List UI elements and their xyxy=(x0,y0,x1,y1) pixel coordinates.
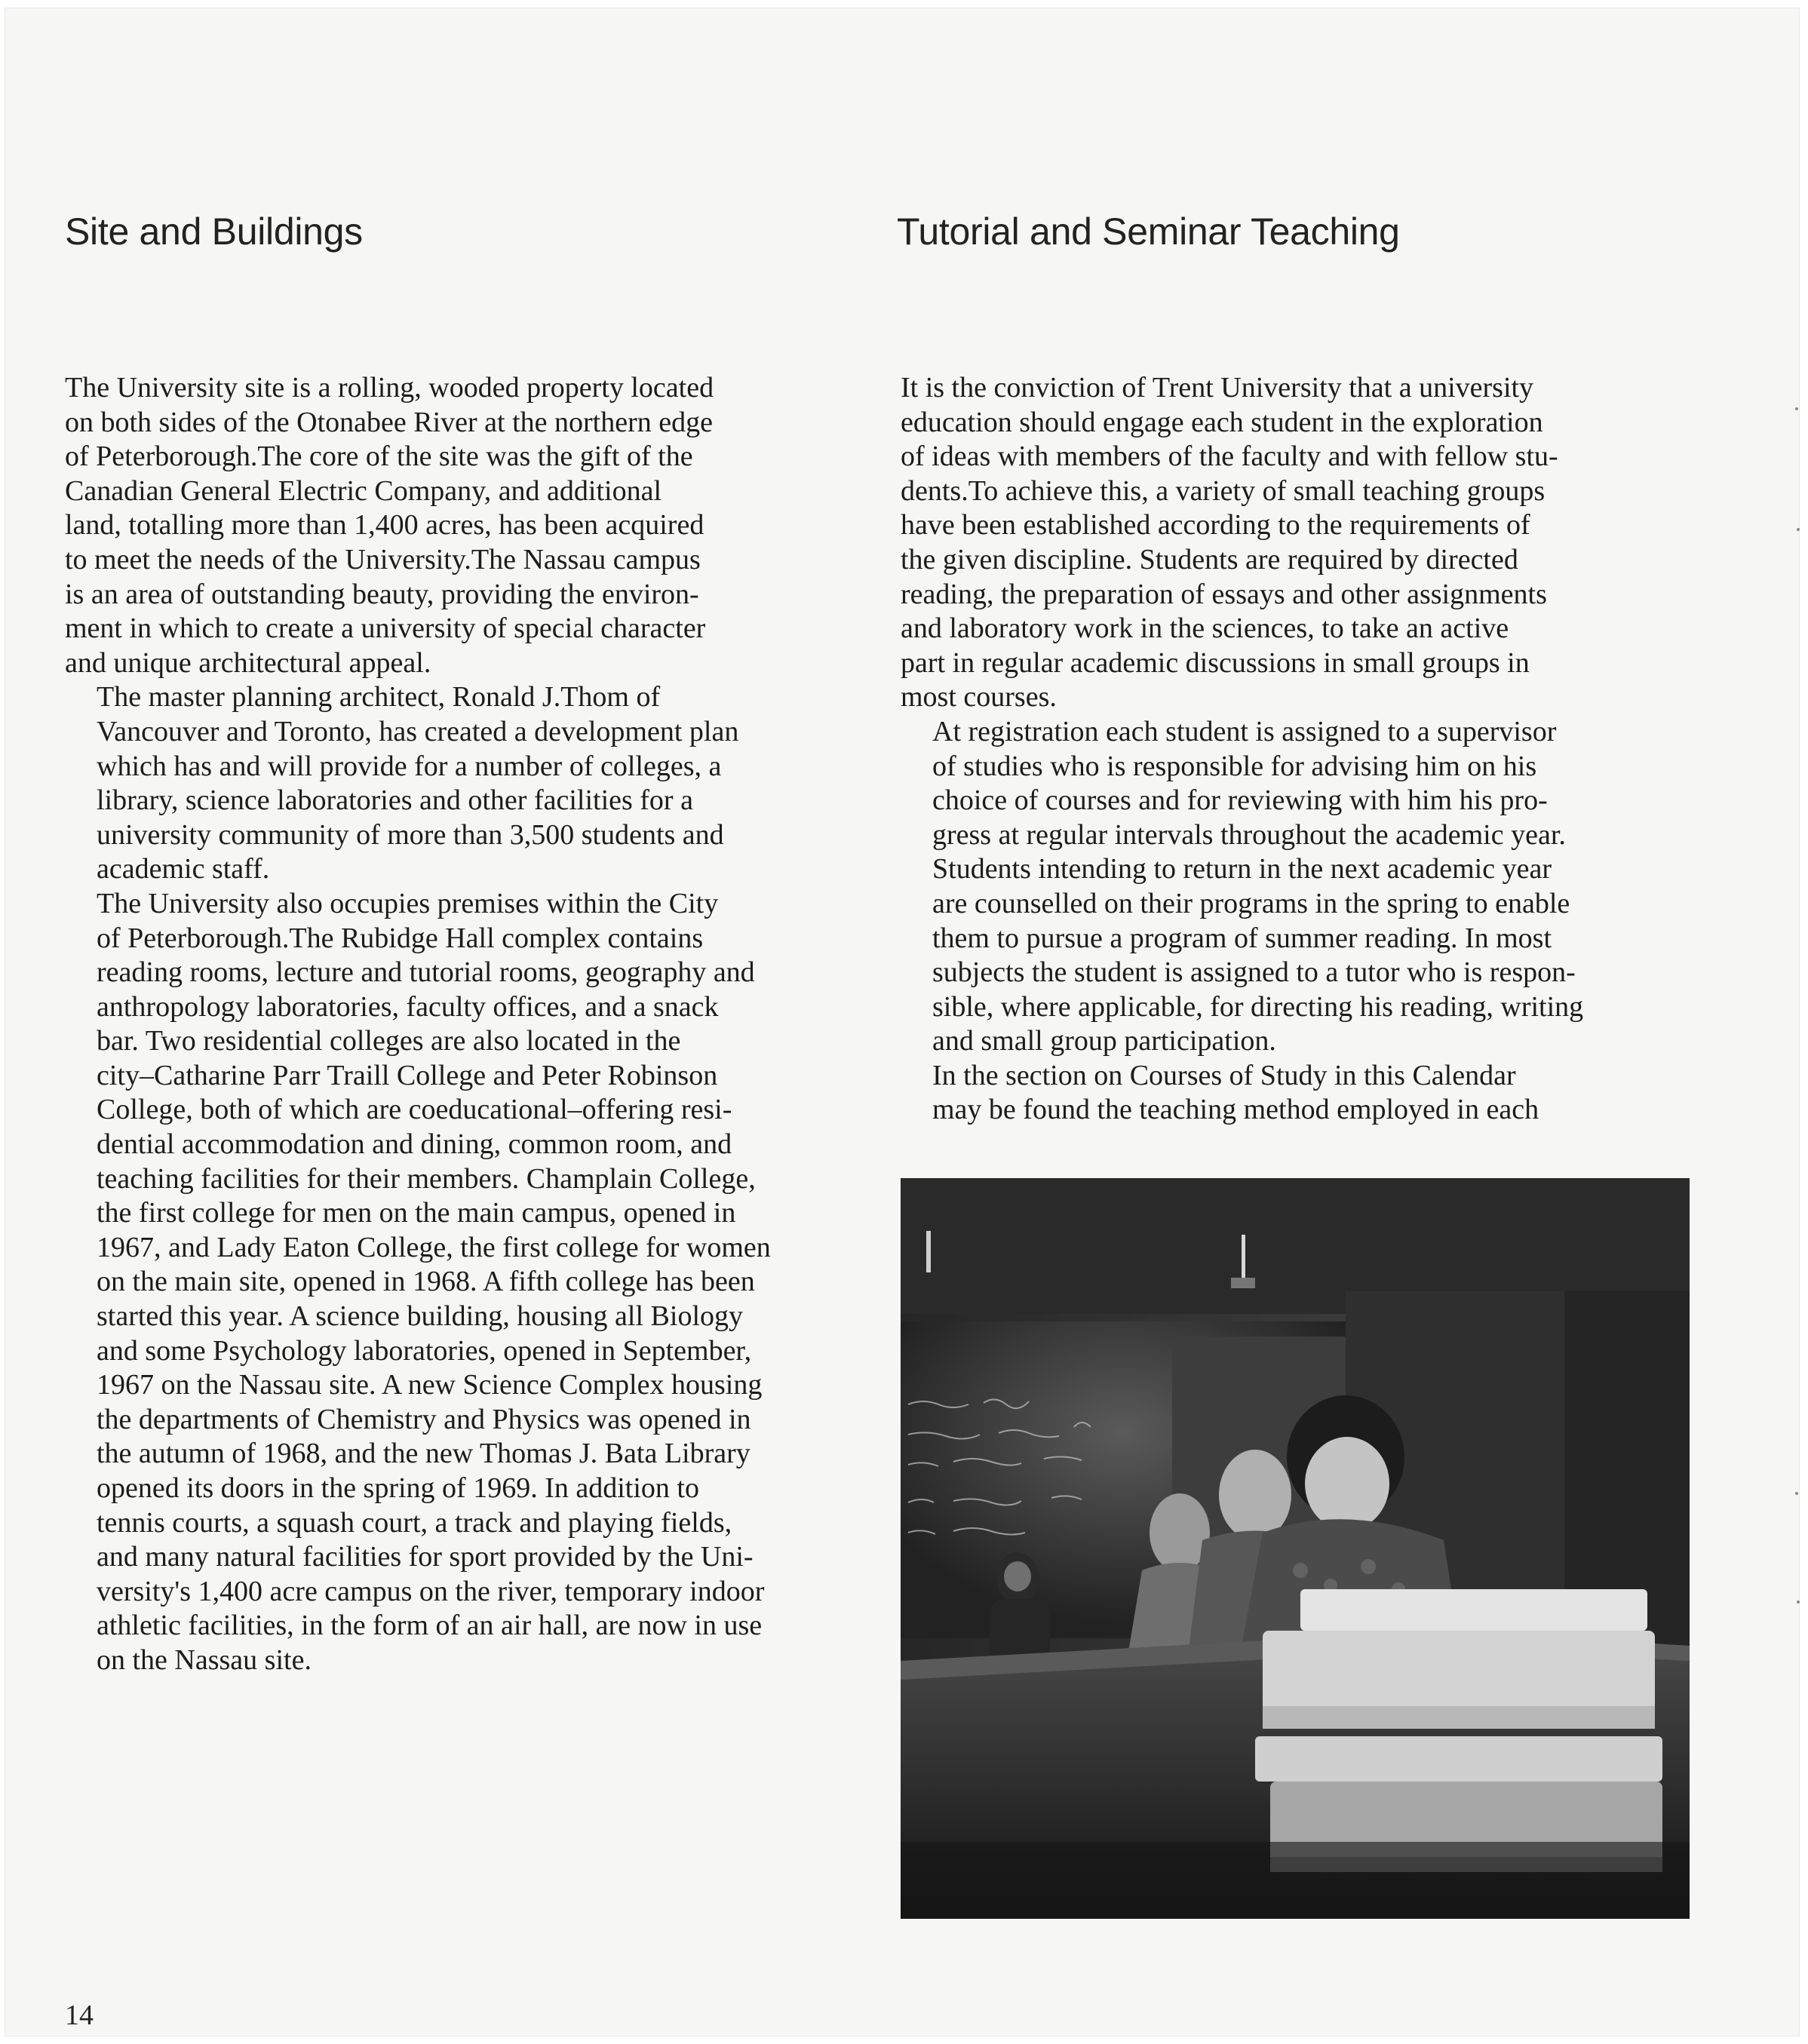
text-line: started this year. A science building, housing all Biology xyxy=(97,1300,744,1333)
text-line: reading, the preparation of essays and other assignments xyxy=(901,578,1547,610)
scan-speck xyxy=(1797,528,1800,531)
scan-speck xyxy=(1795,1492,1798,1495)
text-line: the first college for men on the main campus, opened in xyxy=(97,1197,736,1229)
text-line: of Peterborough.The core of the site was the gift of the xyxy=(65,440,693,473)
text-line: and some Psychology laboratories, opened in September, xyxy=(97,1334,752,1367)
classroom-seminar-photo xyxy=(901,1178,1690,1919)
text-line: of Peterborough.The Rubidge Hall complex contains xyxy=(97,922,704,954)
text-line: may be found the teaching method employed in each xyxy=(932,1094,1539,1126)
text-line: is an area of outstanding beauty, providing the environ- xyxy=(65,578,699,610)
text-line: the departments of Chemistry and Physics was opened in xyxy=(97,1403,751,1435)
text-line: Students intending to return in the next academic year xyxy=(932,853,1552,885)
text-line: of studies who is responsible for advising him on his xyxy=(932,750,1537,782)
text-line: gress at regular intervals throughout the academic year. xyxy=(932,818,1566,851)
page xyxy=(5,8,1800,2036)
text-line: library, science laboratories and other facilities for a xyxy=(97,784,693,817)
text-line: At registration each student is assigned to a supervisor xyxy=(932,715,1557,747)
text-line: have been established according to the requirements of xyxy=(901,509,1530,542)
text-line: them to pursue a program of summer reading. In most xyxy=(932,922,1552,954)
text-line: dential accommodation and dining, common room, and xyxy=(97,1128,732,1161)
text-line: 1967, and Lady Eaton College, the first college for women xyxy=(97,1231,771,1263)
paragraph xyxy=(65,680,857,887)
text-line: and unique architectural appeal. xyxy=(65,646,431,679)
text-line: the autumn of 1968, and the new Thomas J. Bata Library xyxy=(97,1438,751,1470)
text-line: It is the conviction of Trent University that a university xyxy=(901,372,1534,404)
text-line: The University site is a rolling, wooded property located xyxy=(65,372,714,404)
text-line: which has and will provide for a number of colleges, a xyxy=(97,750,722,782)
text-line: Vancouver and Toronto, has created a development plan xyxy=(97,715,739,747)
text-line: In the section on Courses of Study in this Calendar xyxy=(932,1059,1516,1091)
text-line: Canadian General Electric Company, and additional xyxy=(65,474,662,507)
text-line: on the main site, opened in 1968. A fifth college has been xyxy=(97,1266,755,1298)
text-line: teaching facilities for their members. Champlain College, xyxy=(97,1162,756,1195)
text-line: The master planning architect, Ronald J.Thom of xyxy=(97,681,661,714)
text-line: anthropology laboratories, faculty offices, and a snack xyxy=(97,990,719,1023)
text-line: versity's 1,400 acre campus on the river, temporary indoor xyxy=(97,1575,765,1607)
text-line: dents.To achieve this, a variety of small teaching groups xyxy=(901,474,1546,507)
scan-speck xyxy=(1797,1601,1800,1604)
text-line: on both sides of the Otonabee River at the northern edge xyxy=(65,406,713,438)
text-line: the given discipline. Students are required by directed xyxy=(901,543,1518,575)
text-line: land, totalling more than 1,400 acres, has been acquired xyxy=(65,509,704,542)
text-line: 1967 on the Nassau site. A new Science Complex housing xyxy=(97,1369,763,1401)
left-column-text xyxy=(65,371,857,1678)
text-line: athletic facilities, in the form of an air hall, are now in use xyxy=(97,1610,763,1642)
paragraph xyxy=(901,1059,1678,1128)
text-line: The University also occupies premises within the City xyxy=(97,887,719,919)
text-line: are counselled on their programs in the spring to enable xyxy=(932,887,1570,919)
text-line: most courses. xyxy=(901,681,1057,714)
text-line: to meet the needs of the University.The Nassau campus xyxy=(65,543,701,575)
scan-speck xyxy=(1795,407,1798,410)
text-line: university community of more than 3,500 students and xyxy=(97,818,724,851)
text-line: of ideas with members of the faculty and with fellow stu- xyxy=(901,440,1558,473)
text-line: reading rooms, lecture and tutorial rooms, geography and xyxy=(97,956,755,989)
right-column-text xyxy=(901,371,1678,1128)
text-line: opened its doors in the spring of 1969. In addition to xyxy=(97,1472,699,1504)
text-line: on the Nassau site. xyxy=(97,1643,312,1676)
text-line: education should engage each student in the exploration xyxy=(901,406,1543,438)
text-line: choice of courses and for reviewing with him his pro- xyxy=(932,784,1548,817)
text-line: and many natural facilities for sport provided by the Uni- xyxy=(97,1541,754,1573)
text-line: bar. Two residential colleges are also located in the xyxy=(97,1025,681,1057)
paragraph xyxy=(65,371,857,680)
text-line: College, both of which are coeducational–offering resi- xyxy=(97,1094,732,1126)
paragraph xyxy=(901,371,1678,715)
text-line: and laboratory work in the sciences, to take an active xyxy=(901,612,1509,645)
text-line: part in regular academic discussions in small groups in xyxy=(901,646,1530,679)
text-line: sible, where applicable, for directing his reading, writing xyxy=(932,990,1584,1023)
text-line: academic staff. xyxy=(97,853,270,885)
text-line: ment in which to create a university of special character xyxy=(65,612,706,645)
text-line: subjects the student is assigned to a tutor who is respon- xyxy=(932,956,1576,989)
text-line: and small group participation. xyxy=(932,1025,1276,1057)
text-line: city–Catharine Parr Traill College and Peter Robinson xyxy=(97,1059,718,1091)
text-line: tennis courts, a squash court, a track and playing fields, xyxy=(97,1506,732,1539)
section-heading-tutorial-and-seminar-teaching: Tutorial and Seminar Teaching xyxy=(897,210,1400,253)
paragraph xyxy=(65,887,857,1678)
page-number: 14 xyxy=(65,1999,94,2031)
paragraph xyxy=(901,715,1678,1059)
section-heading-site-and-buildings: Site and Buildings xyxy=(65,210,363,253)
